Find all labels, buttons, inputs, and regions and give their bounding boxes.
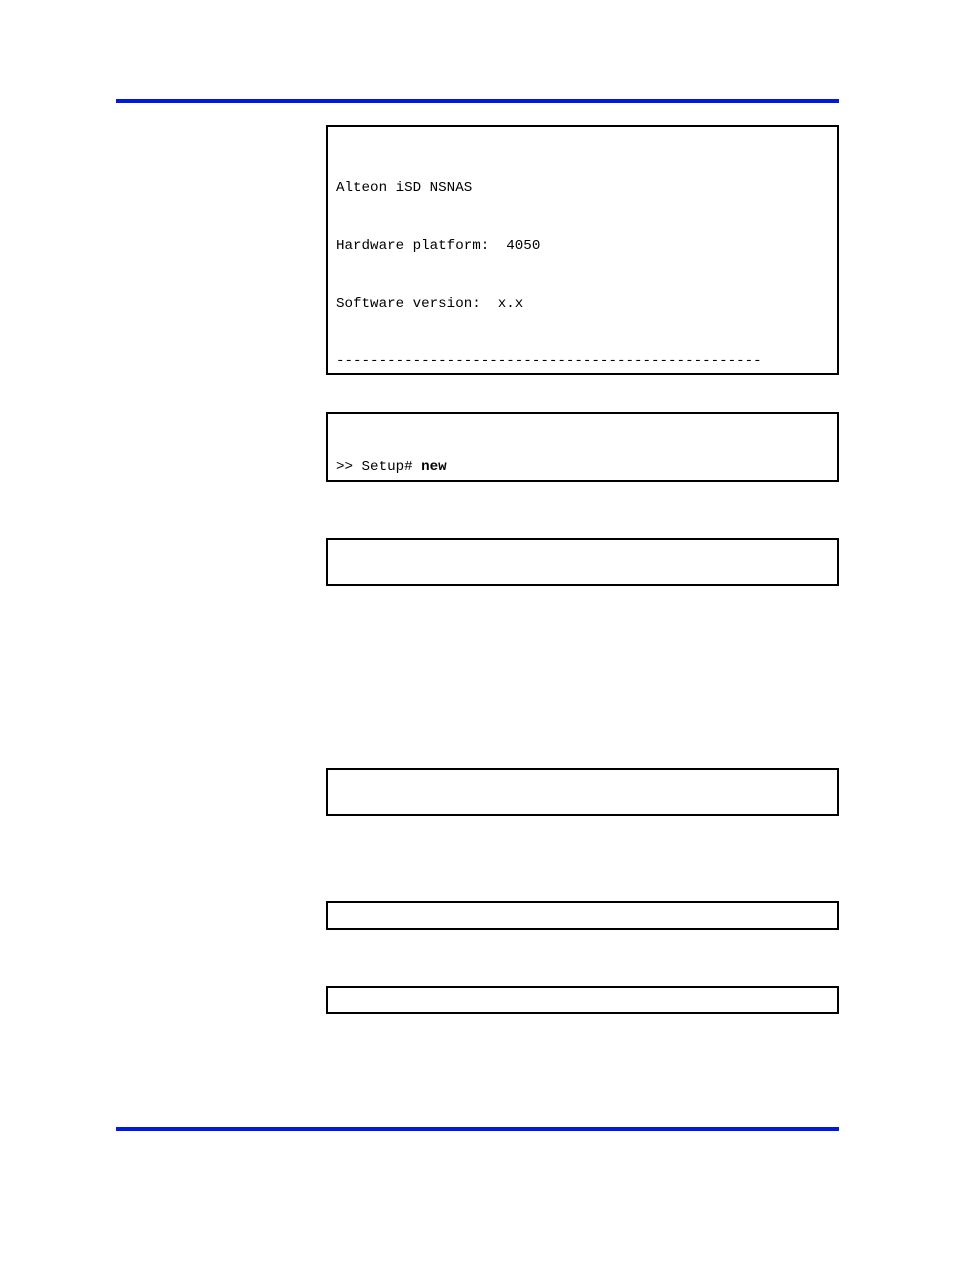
terminal-line-software: Software version: x.x (336, 295, 524, 312)
mask-prompt-terminal-block (326, 901, 839, 930)
setup-menu-terminal-block (326, 125, 839, 375)
terminal-line-ip-prompt (336, 812, 837, 816)
command-text: new (421, 459, 447, 476)
ip-prompt-terminal-block (326, 768, 839, 816)
terminal-line-new-command (336, 458, 837, 477)
port-prompt-terminal-block (326, 538, 839, 586)
new-command-terminal-block (326, 412, 839, 482)
vlan-prompt-terminal-block (326, 986, 839, 1014)
footer-rule (116, 1127, 839, 1131)
header-rule (116, 99, 839, 103)
terminal-line-separator: -------------------------------------------------- (336, 353, 762, 370)
terminal-line-hardware: Hardware platform: 4050 (336, 238, 541, 254)
prompt-text: >> Setup# (336, 459, 422, 476)
terminal-line-product: Alteon iSD NSNAS (336, 180, 473, 197)
terminal-line-port-prompt (336, 582, 837, 586)
